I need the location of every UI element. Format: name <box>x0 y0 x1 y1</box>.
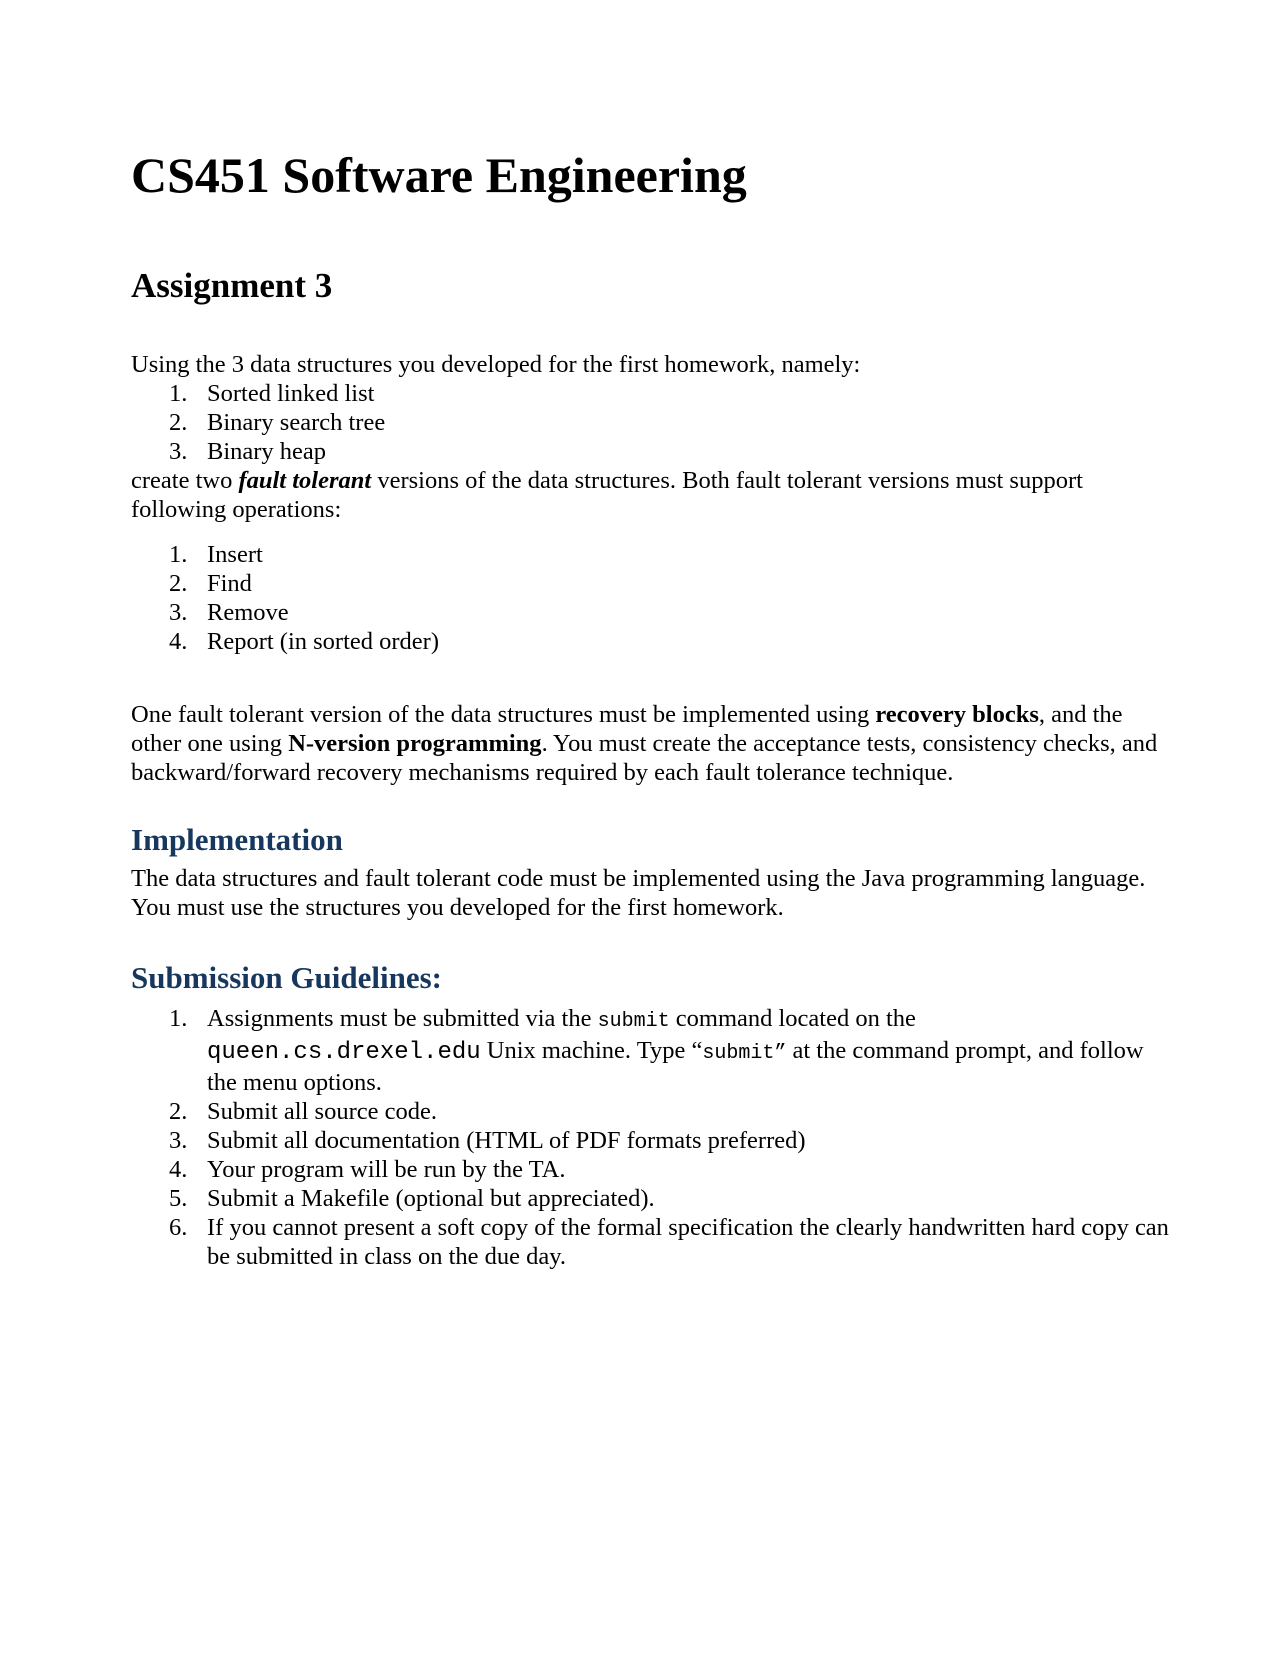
list-number: 1. <box>169 1005 188 1032</box>
list-item <box>131 1184 1171 1213</box>
submit-text-1: Assignments must be submitted via the <box>207 1005 598 1032</box>
list-number: 3. <box>169 1127 188 1154</box>
list-item <box>131 1213 1171 1271</box>
operations-list <box>131 540 1171 656</box>
list-item-text: If you cannot present a soft copy of the formal specification the clearly handwritten hard copy can be submitted in class on the due day. <box>207 1214 1169 1270</box>
ft-text-2: , and the other one using <box>131 701 1123 757</box>
submit-text-3: Unix machine. Type “ <box>480 1037 703 1064</box>
submit-command-code: submit <box>597 1010 670 1033</box>
list-item-text: Report (in sorted order) <box>207 628 439 655</box>
list-number: 2. <box>169 570 188 597</box>
list-item-text: Binary search tree <box>207 409 386 436</box>
list-number: 1. <box>169 380 188 407</box>
list-number: 6. <box>169 1214 188 1241</box>
submission-list <box>131 1004 1171 1271</box>
list-number: 3. <box>169 599 188 626</box>
list-item <box>131 540 1171 569</box>
list-item <box>131 1097 1171 1126</box>
n-version-term: N-version programming <box>288 730 542 757</box>
list-number: 2. <box>169 1098 188 1125</box>
list-number: 4. <box>169 628 188 655</box>
list-item <box>131 1155 1171 1184</box>
fault-tolerant-emphasis: fault tolerant <box>238 467 372 494</box>
list-item <box>131 379 1171 408</box>
list-number: 1. <box>169 541 188 568</box>
ft-text-3: . You must create the acceptance tests, consistency checks, and backward/forward recovery mechanisms required by each fault tolerance technique. <box>131 730 1158 786</box>
fault-tolerance-paragraph <box>131 700 1171 787</box>
list-item <box>131 598 1171 627</box>
implementation-heading: Implementation <box>131 822 343 857</box>
submission-section <box>131 1004 1171 1271</box>
intro-text: Using the 3 data structures you developed for the first homework, namely: <box>131 351 861 378</box>
list-item <box>131 569 1171 598</box>
list-item <box>131 1126 1171 1155</box>
list-item-text: Your program will be run by the TA. <box>207 1156 566 1183</box>
list-number: 2. <box>169 409 188 436</box>
recovery-blocks-term: recovery blocks <box>875 701 1039 728</box>
submit-prompt-code: submit” <box>702 1042 787 1065</box>
submit-text-2: command located on the <box>669 1005 916 1032</box>
submission-heading: Submission Guidelines: <box>131 960 442 995</box>
operations-section <box>131 540 1171 656</box>
list-item-text: Submit all source code. <box>207 1098 437 1125</box>
implementation-section <box>131 864 1171 922</box>
create-paragraph <box>131 466 1171 524</box>
list-number: 4. <box>169 1156 188 1183</box>
list-item-text: Submit all documentation (HTML of PDF formats preferred) <box>207 1127 806 1154</box>
assignment-heading: Assignment 3 <box>131 266 333 305</box>
fault-tolerance-section <box>131 700 1171 787</box>
list-item-text: Insert <box>207 541 263 568</box>
list-item-text: Sorted linked list <box>207 380 375 407</box>
list-item <box>131 437 1171 466</box>
list-item-text: Remove <box>207 599 289 626</box>
list-item-text: Find <box>207 570 252 597</box>
data-structures-list <box>131 379 1171 466</box>
list-item-text: Binary heap <box>207 438 327 465</box>
document-title: CS451 Software Engineering <box>131 147 747 203</box>
list-item <box>131 627 1171 656</box>
create-suffix: versions of the data structures. Both fault tolerant versions must support following operations: <box>131 467 1083 523</box>
ft-text-1: One fault tolerant version of the data structures must be implemented using <box>131 701 876 728</box>
list-number: 3. <box>169 438 188 465</box>
list-number: 5. <box>169 1185 188 1212</box>
host-code: queen.cs.drexel.edu <box>207 1039 481 1066</box>
list-item <box>131 1004 1171 1097</box>
submit-text-4: at the command prompt, and follow the menu options. <box>207 1037 1144 1096</box>
intro-section <box>131 350 1171 524</box>
create-prefix: create two <box>131 467 239 494</box>
list-item <box>131 408 1171 437</box>
list-item-text: Submit a Makefile (optional but appreciated). <box>207 1185 655 1212</box>
implementation-text: The data structures and fault tolerant code must be implemented using the Java programming language. You must use the structures you developed for the first homework. <box>131 865 1146 921</box>
